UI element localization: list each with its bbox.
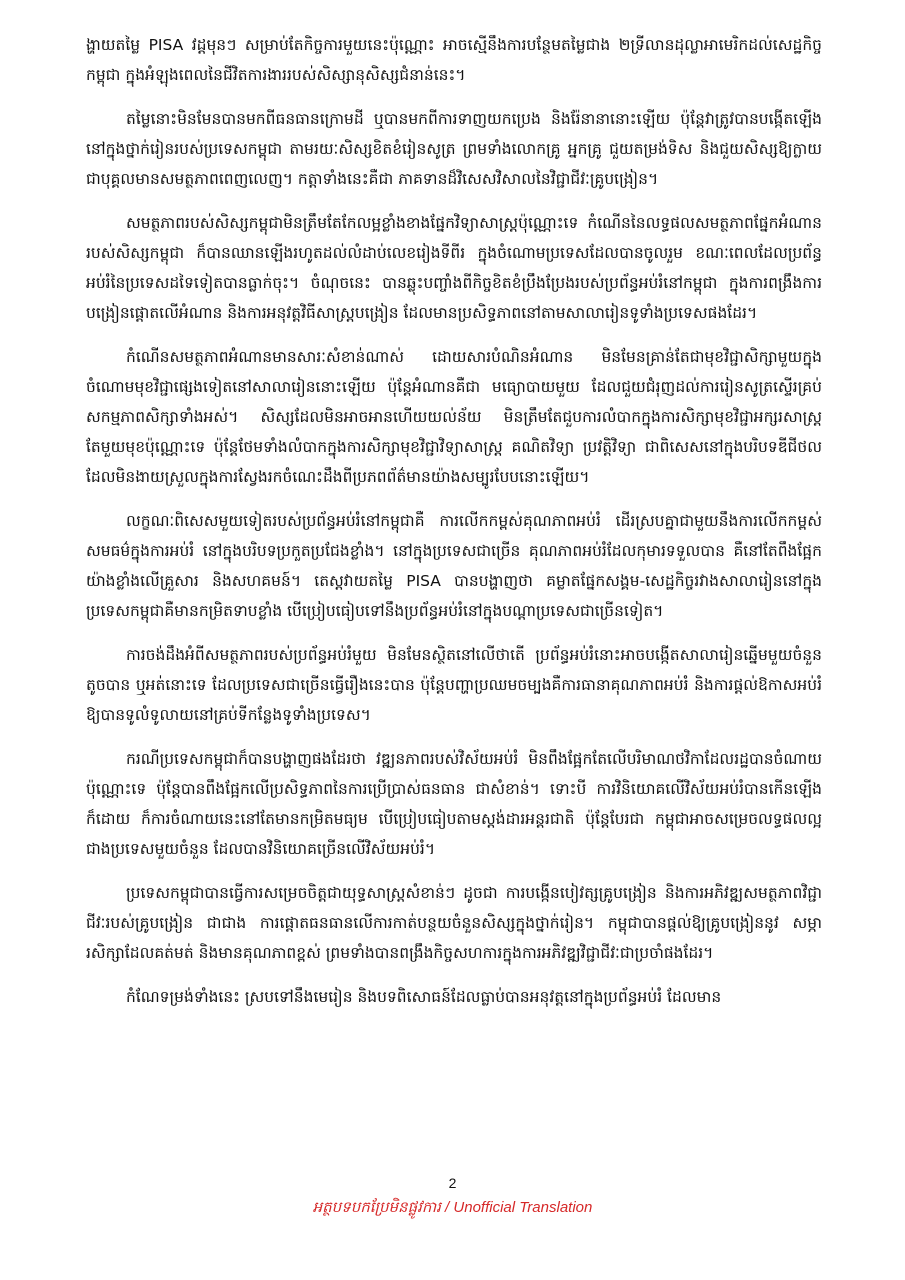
paragraph: កំណើនសមត្ថភាពអំណានមានសារៈសំខាន់ណាស់ ដោយសារបំណិនអំណាន មិនមែនគ្រាន់តែជាមុខវិជ្ជាសិក្សាមួយក្នុងចំណោមមុខវិជ្ជាផ្សេងទៀតនៅសាលារៀននោះឡើយ ប៉ុន្តែអំណានគឺជា មធ្យោបាយមួយ ដែលជួយជំរុញដល់ការរៀនសូត្រស្ទើរគ្រប់សកម្មភាពសិក្សាទាំងអស់។ សិស្សដែលមិនអាចអានហើយយល់ន័យ មិនត្រឹមតែជួបការលំបាកក្នុងការសិក្សាមុខវិជ្ជាអក្សរសាស្ត្រតែមួយមុខប៉ុណ្ណោះទេ ប៉ុន្តែថែមទាំងលំបាកក្នុងការសិក្សាមុខវិជ្ជាវិទ្យាសាស្ត្រ គណិតវិទ្យា ប្រវត្តិវិទ្យា ជាពិសេសនៅក្នុងបរិបទឌីជីថល ដែលមិនងាយស្រួលក្នុងការស្វែងរកចំណេះដឹងពីប្រភពព័ត៌មានយ៉ាងសម្បូរបែបនោះឡើយ។ xyxy=(86,348,822,486)
paragraph: លក្ខណៈពិសេសមួយទៀតរបស់ប្រព័ន្ធអប់រំនៅកម្ពុជាគឺ ការលើកកម្ពស់គុណភាពអប់រំ ដើរស្របគ្នាជាមួយនឹងការលើកកម្ពស់សមធម៌ក្នុងការអប់រំ នៅក្នុងបរិបទប្រកួតប្រជែងខ្លាំង។ នៅក្នុងប្រទេសជាច្រើន គុណភាពអប់រំដែលកុមារទទួលបាន គឺនៅតែពឹងផ្អែកយ៉ាងខ្លាំងលើគ្រួសារ និងសហគមន៍។ តេស្តវាយតម្លៃ PISA បានបង្ហាញថា គម្លាតផ្នែកសង្គម-សេដ្ឋកិច្ចរវាងសាលារៀននៅក្នុងប្រទេសកម្ពុជាគឺមានកម្រិតទាបខ្លាំង បើប្រៀបធៀបទៅនឹងប្រព័ន្ធអប់រំនៅក្នុងបណ្តាប្រទេសជាច្រើនទៀត។ xyxy=(86,512,822,620)
paragraph: ករណីប្រទេសកម្ពុជាក៏បានបង្ហាញផងដែរថា វឌ្ឍនភាពរបស់វិស័យអប់រំ មិនពឹងផ្អែកតែលើបរិមាណថវិកាដែលរដ្ឋបានចំណាយប៉ុណ្ណោះទេ ប៉ុន្តែបានពឹងផ្អែកលើប្រសិទ្ធភាពនៃការប្រើប្រាស់ធនធាន ជាសំខាន់។ ទោះបី ការវិនិយោគលើវិស័យអប់រំបានកើនឡើងក៏ដោយ ក៏ការចំណាយនេះនៅតែមានកម្រិតមធ្យម បើប្រៀបធៀបតាមស្តង់ដារអន្តរជាតិ ប៉ុន្តែបែរជា កម្ពុជាអាចសម្រេចលទ្ធផលល្អជាងប្រទេសមួយចំនួន ដែលបានវិនិយោគច្រើនលើវិស័យអប់រំ។ xyxy=(86,750,822,858)
paragraph: ការចង់ដឹងអំពីសមត្ថភាពរបស់ប្រព័ន្ធអប់រំមួយ មិនមែនស្ថិតនៅលើថាតើ ប្រព័ន្ធអប់រំនោះអាចបង្កើតសាលារៀនឆ្នើមមួយចំនួនតូចបាន ឬអត់នោះទេ ដែលប្រទេសជាច្រើនធ្វើរឿងនេះបាន ប៉ុន្តែបញ្ហាប្រឈមចម្បងគឺការធានាគុណភាពអប់រំ និងការផ្តល់ឱកាសអប់រំ ឱ្យបានទូលំទូលាយនៅគ្រប់ទីកន្លែងទូទាំងប្រទេស។ xyxy=(86,646,822,724)
paragraph: ង្ហាយតម្លៃ PISA វដ្តមុនៗ សម្រាប់តែកិច្ចការមួយនេះប៉ុណ្ណោះ អាចស្មើនឹងការបន្ថែមតម្លៃជាង ២ទ្រីលានដុល្លាអាមេរិកដល់សេដ្ឋកិច្ចកម្ពុជា ក្នុងអំឡុងពេលនៃជីវិតការងាររបស់សិស្សានុសិស្សជំនាន់នេះ។ xyxy=(86,36,822,84)
translation-note xyxy=(0,1198,905,1220)
paragraph: ប្រទេសកម្ពុជាបានធ្វើការសម្រេចចិត្តជាយុទ្ធសាស្ត្រសំខាន់ៗ ដូចជា ការបង្កើនបៀវត្សគ្រូបង្រៀន និងការអភិវឌ្ឍសមត្ថភាពវិជ្ជាជីវៈរបស់គ្រូបង្រៀន ជាជាង ការផ្តោតធនធានលើការកាត់បន្ថយចំនួនសិស្សក្នុងថ្នាក់រៀន។ កម្ពុជាបានផ្តល់ឱ្យគ្រូបង្រៀននូវ សម្ភារសិក្សាដែលគត់មត់ និងមានគុណភាពខ្ពស់ ព្រមទាំងបានពង្រឹងកិច្ចសហការក្នុងការអភិវឌ្ឍវិជ្ជាជីវៈជាប្រចាំផងដែរ។ xyxy=(86,884,822,962)
translation-note-english: / Unofficial Translation xyxy=(440,1199,593,1216)
paragraph: តម្លៃនោះមិនមែនបានមកពីធនធានក្រោមដី ឬបានមកពីការទាញយកប្រេង និងរ៉ែនានានោះឡើយ ប៉ុន្តែវាត្រូវបានបង្កើតឡើងនៅក្នុងថ្នាក់រៀនរបស់ប្រទេសកម្ពុជា តាមរយៈសិស្សខិតខំរៀនសូត្រ ព្រមទាំងលោកគ្រូ អ្នកគ្រូ ជួយតម្រង់ទិស និងជួយសិស្សឱ្យក្លាយជាបុគ្គលមានសមត្ថភាពពេញលេញ។ កត្តាទាំងនេះគឺជា ភាគទានដ៏វិសេសវិសាលនៃវិជ្ជាជីវៈគ្រូបង្រៀន។ xyxy=(86,110,822,188)
document-body xyxy=(86,30,822,1026)
paragraph: សមត្ថភាពរបស់សិស្សកម្ពុជាមិនត្រឹមតែកែលម្អខ្លាំងខាងផ្នែកវិទ្យាសាស្ត្រប៉ុណ្ណោះទេ កំណើននៃលទ្ធផលសមត្ថភាពផ្នែកអំណានរបស់សិស្សកម្ពុជា ក៏បានឈានឡើងរហូតដល់លំដាប់លេខរៀងទីពីរ ក្នុងចំណោមប្រទេសដែលបានចូលរួម ខណៈពេលដែលប្រព័ន្ធអប់រំនៃប្រទេសដទៃទៀតបានធ្លាក់ចុះ។ ចំណុចនេះ បានឆ្លុះបញ្ចាំងពីកិច្ចខិតខំប្រឹងប្រែងរបស់ប្រព័ន្ធអប់រំនៅកម្ពុជា ក្នុងការពង្រឹងការបង្រៀនផ្តោតលើអំណាន និងការអនុវត្តវិធីសាស្ត្របង្រៀន ដែលមានប្រសិទ្ធភាពនៅតាមសាលារៀនទូទាំងប្រទេសផងដែរ។ xyxy=(86,214,822,322)
paragraph: កំណែទម្រង់ទាំងនេះ ស្របទៅនឹងមេរៀន និងបទពិសោធន៍ដែលធ្លាប់បានអនុវត្តនៅក្នុងប្រព័ន្ធអប់រំ ដែលមាន xyxy=(126,988,722,1006)
translation-note-khmer: អត្ថបទបកប្រែមិនផ្លូវការ xyxy=(312,1198,441,1216)
page-number: 2 xyxy=(448,1175,457,1191)
